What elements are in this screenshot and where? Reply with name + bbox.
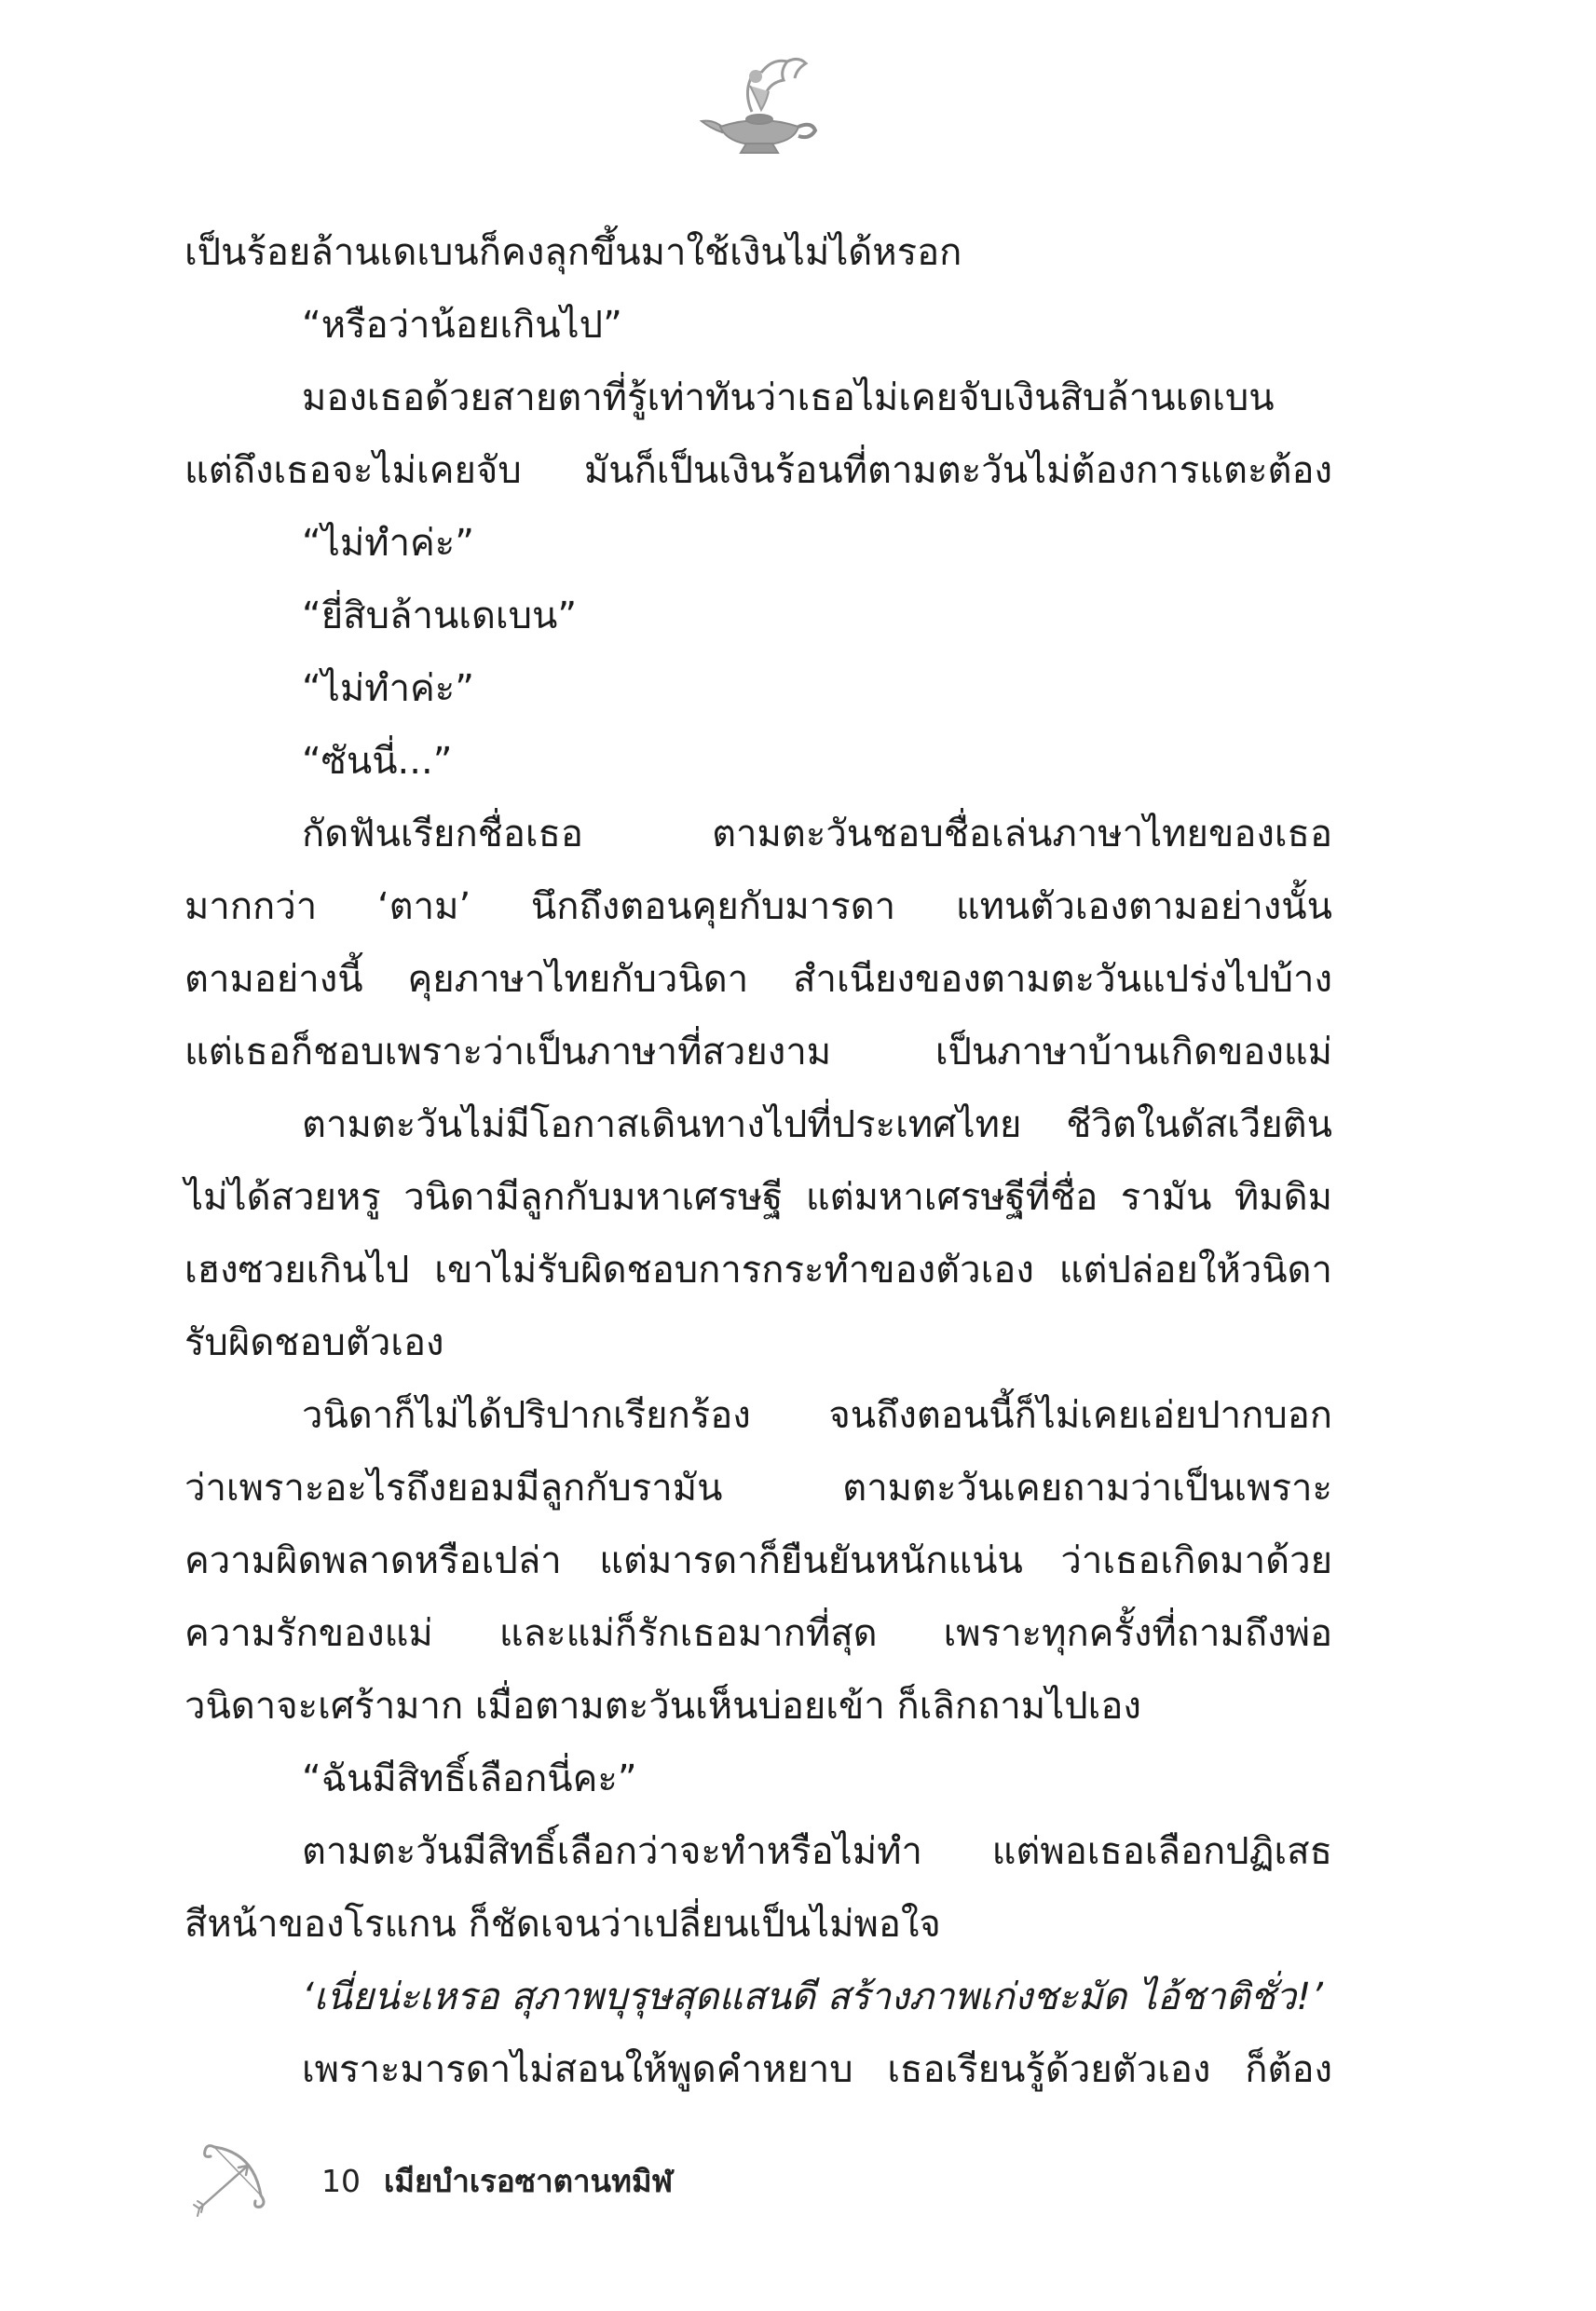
text-line: เป็นร้อยล้านเดเบนก็คงลุกขึ้นมาใช้เงินไม่ได้หรอก [184,231,962,274]
text-line: มองเธอด้วยสายตาที่รู้เท่าทันว่าเธอไม่เคยจับเงินสิบล้านเดเบน [302,376,1275,419]
text-line: ว่าเพราะอะไรถึงยอมมีลูกกับรามัน ตามตะวันเคยถามว่าเป็นเพราะ [184,1467,1332,1510]
text-line: แต่ถึงเธอจะไม่เคยจับ มันก็เป็นเงินร้อนที่ตามตะวันไม่ต้องการแตะต้อง [184,449,1332,492]
book-title: เมียบำเรอซาตานทมิฬ [384,2163,674,2199]
text-line: ‘เนี่ยน่ะเหรอ สุภาพบุรุษสุดแสนดี สร้างภาพเก่งชะมัด ไอ้ชาติชั่ว!’ [302,1976,1324,2018]
text-line: ความรักของแม่ และแม่ก็รักเธอมากที่สุด เพราะทุกครั้งที่ถามถึงพ่อ [184,1612,1332,1655]
text-line: “หรือว่าน้อยเกินไป” [302,304,622,347]
page-number: 10 [321,2163,361,2199]
text-line: ความผิดพลาดหรือเปล่า แต่มารดาก็ยืนยันหนักแน่น ว่าเธอเกิดมาด้วย [184,1539,1332,1582]
text-line: เฮงซวยเกินไป เขาไม่รับผิดชอบการกระทำของตัวเอง แต่ปล่อยให้วนิดา [184,1249,1332,1292]
text-line: “ฉันมีสิทธิ์เลือกนี่คะ” [302,1757,637,1800]
text-line: สีหน้าของโรแกน ก็ชัดเจนว่าเปลี่ยนเป็นไม่พอใจ [184,1903,941,1946]
text-line: ไม่ได้สวยหรู วนิดามีลูกกับมหาเศรษฐี แต่มหาเศรษฐีที่ชื่อ รามัน ทิมดิม [184,1176,1332,1219]
text-line: ตามตะวันไม่มีโอกาสเดินทางไปที่ประเทศไทย ชีวิตในดัสเวียติน [302,1103,1332,1146]
text-line: เพราะมารดาไม่สอนให้พูดคำหยาบ เธอเรียนรู้ด้วยตัวเอง ก็ต้อง [302,2048,1332,2091]
text-line: วนิดาจะเศร้ามาก เมื่อตามตะวันเห็นบ่อยเข้า ก็เลิกถามไปเอง [184,1685,1141,1728]
bow-arrow-icon [186,2134,280,2227]
text-line: รับผิดชอบตัวเอง [184,1321,444,1364]
text-line: ตามตะวันมีสิทธิ์เลือกว่าจะทำหรือไม่ทำ แต่พอเธอเลือกปฏิเสธ [302,1830,1332,1873]
text-line: แต่เธอก็ชอบเพราะว่าเป็นภาษาที่สวยงาม เป็นภาษาบ้านเกิดของแม่ [184,1031,1332,1073]
text-line: ตามอย่างนี้ คุยภาษาไทยกับวนิดา สำเนียงของตามตะวันแปร่งไปบ้าง [184,958,1332,1001]
text-line: กัดฟันเรียกชื่อเธอ ตามตะวันชอบชื่อเล่นภาษาไทยของเธอ [302,813,1332,855]
text-line: “ไม่ทำค่ะ” [302,667,474,710]
text-line: “ซันนี่...” [302,740,453,783]
text-line: มากกว่า ‘ตาม’ นึกถึงตอนคุยกับมารดา แทนตัวเองตามอย่างนั้น [184,885,1332,928]
text-line: วนิดาก็ไม่ได้ปริปากเรียกร้อง จนถึงตอนนี้ก็ไม่เคยเอ่ยปากบอก [302,1394,1332,1437]
text-line: “ไม่ทำค่ะ” [302,522,474,565]
text-line: “ยี่สิบล้านเดเบน” [302,595,578,637]
page-footer [186,2134,1025,2227]
lamp-cupid-icon [694,54,825,157]
